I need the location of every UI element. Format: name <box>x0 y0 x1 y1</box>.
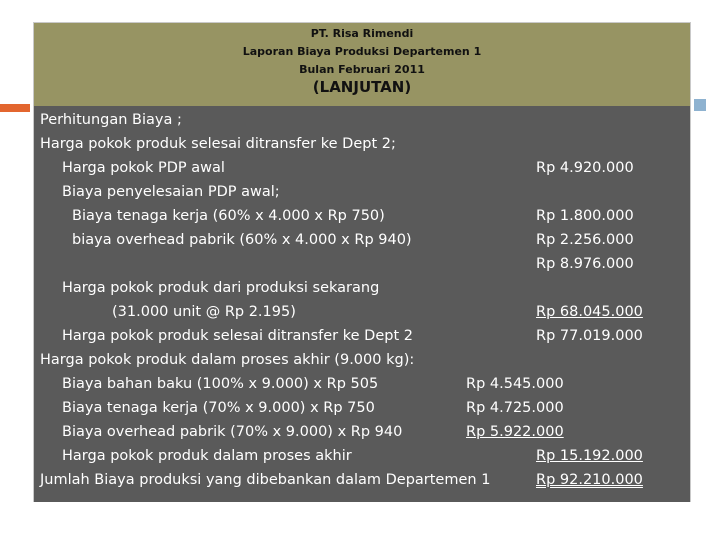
line-label: Harga pokok produk dari produksi sekarang <box>62 280 380 296</box>
line-label: Harga pokok PDP awal <box>62 160 225 176</box>
cost-line <box>34 229 690 251</box>
blue-accent-square <box>694 99 706 111</box>
section-heading <box>34 109 690 131</box>
line-label: Biaya tenaga kerja (70% x 9.000) x Rp 750 <box>62 400 375 416</box>
cost-line <box>34 157 690 179</box>
line-amount: Rp 4.725.000 <box>466 400 564 416</box>
line-label: Harga pokok produk dalam proses akhir (9.000 kg): <box>40 352 415 368</box>
line-amount: Rp 8.976.000 <box>536 256 634 272</box>
line-amount: Rp 15.192.000 <box>536 448 643 464</box>
continued-label: (LANJUTAN) <box>312 78 412 96</box>
company-name: PT. Risa Rimendi <box>310 27 414 40</box>
cost-line <box>34 181 690 203</box>
subsection-heading <box>34 349 690 371</box>
line-amount: Rp 5.922.000 <box>466 424 564 440</box>
line-amount: Rp 92.210.000 <box>536 472 643 488</box>
line-label: (31.000 unit @ Rp 2.195) <box>112 304 296 320</box>
line-label: Harga pokok produk selesai ditransfer ke Dept 2; <box>40 136 396 152</box>
subsection-heading <box>34 133 690 155</box>
line-amount: Rp 2.256.000 <box>536 232 634 248</box>
grand-total-line <box>34 469 690 491</box>
cost-line <box>34 277 690 299</box>
cost-line <box>34 421 690 443</box>
report-header <box>34 23 690 106</box>
line-label: Biaya penyelesaian PDP awal; <box>62 184 280 200</box>
cost-line <box>34 397 690 419</box>
line-amount: Rp 1.800.000 <box>536 208 634 224</box>
cost-calculation-panel <box>34 106 690 502</box>
line-amount: Rp 4.545.000 <box>466 376 564 392</box>
line-label: Harga pokok produk dalam proses akhir <box>62 448 352 464</box>
line-amount: Rp 68.045.000 <box>536 304 643 320</box>
report-period: Bulan Februari 2011 <box>299 63 425 76</box>
cost-line <box>34 205 690 227</box>
report-title: Laporan Biaya Produksi Departemen 1 <box>242 45 482 58</box>
line-label: Jumlah Biaya produksi yang dibebankan dalam Departemen 1 <box>40 472 491 488</box>
subtotal-line <box>34 445 690 467</box>
cost-line <box>34 301 690 323</box>
line-label: biaya overhead pabrik (60% x 4.000 x Rp 940) <box>72 232 412 248</box>
line-label: Harga pokok produk selesai ditransfer ke Dept 2 <box>62 328 413 344</box>
line-label: Perhitungan Biaya ; <box>40 112 182 128</box>
line-amount: Rp 4.920.000 <box>536 160 634 176</box>
total-line <box>34 325 690 347</box>
orange-accent-bar <box>0 104 30 112</box>
subtotal-line <box>34 253 690 275</box>
line-label: Biaya tenaga kerja (60% x 4.000 x Rp 750) <box>72 208 385 224</box>
line-amount: Rp 77.019.000 <box>536 328 643 344</box>
line-label: Biaya bahan baku (100% x 9.000) x Rp 505 <box>62 376 379 392</box>
line-label: Biaya overhead pabrik (70% x 9.000) x Rp 940 <box>62 424 403 440</box>
cost-line <box>34 373 690 395</box>
